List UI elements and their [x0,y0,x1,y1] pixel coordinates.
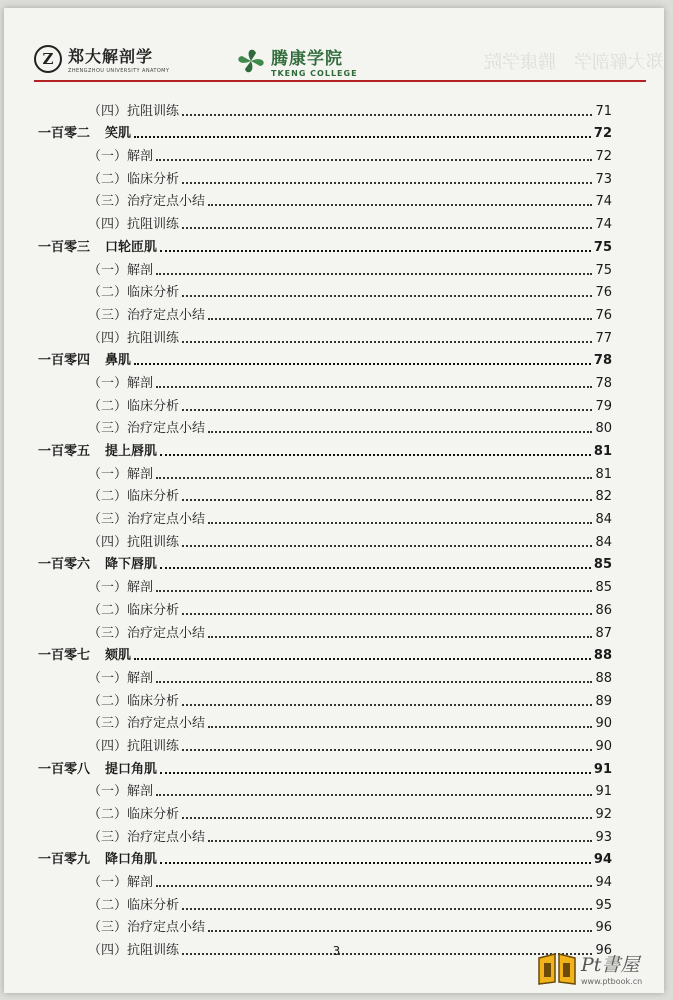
toc-entry-row [38,482,612,505]
page-ref: 84 [595,512,612,528]
toc-entry-row [38,255,612,278]
toc-chapter-row [38,346,612,369]
page-ref: 72 [593,126,612,142]
entry-label: （二）临床分析 [88,489,180,505]
entry-label: （三）治疗定点小结 [88,194,206,210]
chapter-title: 笑肌 [105,126,132,142]
toc-entry-row [38,323,612,346]
chapter-number: 一百零六 [38,557,91,573]
toc-entry-row [38,209,612,232]
dot-leader [182,613,592,615]
ptbook-watermark [536,950,642,986]
chapter-number: 一百零五 [38,444,91,459]
chapter-title: 鼻肌 [105,353,132,369]
dot-leader [208,930,592,932]
toc-entry-row [38,777,612,800]
page-ref: 96 [595,920,612,936]
dot-leader [156,794,592,796]
dot-leader [182,545,592,547]
dot-leader [160,250,591,252]
toc-entry-row [38,278,612,301]
toc-entry-row [38,141,612,164]
entry-label: （二）临床分析 [88,897,180,913]
dot-leader [156,386,592,388]
entry-label: （二）临床分析 [88,602,180,618]
open-book-icon [536,950,578,986]
dot-leader [160,772,591,774]
page-ref: 71 [595,103,612,119]
dot-leader [134,658,591,660]
toc-chapter-row [38,845,612,868]
page-ref: 73 [595,171,612,187]
entry-label: （三）治疗定点小结 [88,307,206,323]
entry-label: （四）抗阻训练 [88,943,180,959]
toc-entry-row [38,504,612,527]
chapter-title: 提上唇肌 [105,444,158,459]
watermark-url: www.ptbook.cn [581,977,643,986]
left-logo-title: 郑大解剖学 [68,47,154,66]
page-ref: 74 [595,194,612,210]
entry-label: （一）解剖 [88,784,154,800]
pinwheel-leaf-icon [234,47,268,75]
page-ref: 86 [595,602,612,618]
entry-label: （三）治疗定点小结 [88,920,206,936]
entry-label: （三）治疗定点小结 [88,512,206,528]
page-ref: 78 [593,353,612,369]
entry-label: （一）解剖 [88,375,154,391]
tkeng-college-logo [234,44,358,78]
entry-label: （二）临床分析 [88,285,180,301]
entry-label: （三）治疗定点小结 [88,716,206,732]
toc-entry-row [38,686,612,709]
entry-label: （一）解剖 [88,670,154,686]
dot-leader [160,862,591,864]
dot-leader [182,704,592,706]
table-of-contents [38,96,612,958]
page-ref: 77 [595,330,612,346]
page-ref: 85 [595,580,612,596]
entry-label: （四）抗阻训练 [88,738,180,754]
page-ref: 76 [595,285,612,301]
page-ref: 90 [595,738,612,754]
dot-leader [182,409,592,411]
toc-chapter-row [38,119,612,142]
dot-leader [134,136,591,138]
page-number: 3 [332,944,341,958]
toc-entry-row [38,663,612,686]
entry-label: （一）解剖 [88,580,154,596]
dot-leader [160,454,591,456]
chapter-number: 一百零四 [38,353,91,369]
entry-label: （三）治疗定点小结 [88,421,206,437]
toc-entry-row [38,822,612,845]
chapter-number: 一百零九 [38,852,91,868]
entry-label: （三）治疗定点小结 [88,625,206,641]
page-ref: 75 [593,239,612,255]
dot-leader [156,885,592,887]
toc-entry-row [38,187,612,210]
page-ref: 91 [595,784,612,800]
chapter-number: 一百零三 [38,239,91,255]
entry-label: （四）抗阻训练 [88,330,180,346]
dot-leader [156,477,592,479]
dot-leader [182,817,592,819]
toc-entry-row [38,527,612,550]
left-logo-subtitle: ZHENGZHOU UNIVERSITY ANATOMY [68,68,170,74]
dot-leader [182,114,592,116]
dot-leader [182,227,592,229]
toc-entry-row [38,913,612,936]
page-ref: 93 [595,829,612,845]
zhengda-anatomy-logo [34,44,169,74]
dot-leader [160,567,591,569]
dot-leader [208,522,592,524]
dot-leader [182,908,592,910]
chapter-title: 降口角肌 [105,852,158,868]
dot-leader [182,341,592,343]
dot-leader [156,159,592,161]
entry-label: （二）临床分析 [88,171,180,187]
entry-label: （三）治疗定点小结 [88,829,206,845]
page-ref: 88 [593,648,612,664]
page-ref: 88 [595,670,612,686]
toc-entry-row [38,572,612,595]
toc-chapter-row [38,641,612,664]
page-ref: 81 [593,444,612,459]
watermark-text: Pt書屋 [581,954,640,976]
toc-entry-row [38,731,612,754]
dot-leader [182,499,592,501]
page-ref: 81 [595,466,612,482]
toc-chapter-row [38,550,612,573]
dot-leader [208,636,592,638]
page-ref: 85 [593,557,612,573]
page-ref: 72 [595,149,612,165]
entry-label: （二）临床分析 [88,693,180,709]
chapter-title: 口轮匝肌 [105,239,158,255]
dot-leader [208,318,592,320]
dot-leader [208,204,592,206]
entry-label: （二）临床分析 [88,398,180,414]
right-logo-subtitle: TKENG COLLEGE [271,69,358,78]
page-ref: 90 [595,716,612,732]
page-ref: 89 [595,693,612,709]
toc-entry-row [38,595,612,618]
page-ref: 94 [593,852,612,868]
dot-leader [156,273,592,275]
toc-chapter-row [38,232,612,255]
dot-leader [156,590,592,592]
toc-entry-row [38,867,612,890]
entry-label: （一）解剖 [88,875,154,891]
chapter-title: 提口角肌 [105,761,158,777]
dot-leader [134,363,591,365]
toc-entry-row [38,709,612,732]
entry-label: （一）解剖 [88,262,154,278]
page-ref: 96 [595,943,612,959]
page-ref: 79 [595,398,612,414]
toc-chapter-row [38,754,612,777]
dot-leader [182,295,592,297]
chapter-number: 一百零二 [38,126,91,142]
entry-label: （二）临床分析 [88,807,180,822]
header-rule [34,80,646,82]
entry-label: （一）解剖 [88,466,154,482]
toc-entry-row [38,300,612,323]
toc-entry-row [38,96,612,119]
page-ref: 91 [593,761,612,777]
dot-leader [182,182,592,184]
page-ref: 80 [595,421,612,437]
page-ref: 82 [595,489,612,505]
chapter-number: 一百零七 [38,648,91,664]
dot-leader [182,749,592,751]
dot-leader [208,431,592,433]
toc-entry-row [38,459,612,482]
toc-entry-row [38,391,612,414]
entry-label: （一）解剖 [88,149,154,165]
chapter-title: 降下唇肌 [105,557,158,573]
entry-label: （四）抗阻训练 [88,534,180,550]
entry-label: （四）抗阻训练 [88,103,180,119]
dot-leader [156,681,592,683]
page-ref: 94 [595,875,612,891]
bleed-through-text: 郑大解剖学 腾康学院 [484,52,664,73]
page-ref: 76 [595,307,612,323]
chapter-title: 颏肌 [105,648,132,664]
page-ref: 95 [595,897,612,913]
page-ref: 74 [595,217,612,233]
dot-leader [208,840,592,842]
dot-leader [208,726,592,728]
z-logo-icon: Z [34,45,62,73]
toc-entry-row [38,368,612,391]
page-ref: 92 [595,807,612,822]
toc-chapter-row [38,436,612,459]
page-ref: 87 [595,625,612,641]
page-ref: 84 [595,534,612,550]
toc-entry-row [38,890,612,913]
entry-label: （四）抗阻训练 [88,217,180,233]
right-logo-title: 腾康学院 [271,49,343,69]
page-ref: 78 [595,375,612,391]
toc-entry-row [38,799,612,822]
toc-entry-row [38,414,612,437]
toc-entry-row [38,618,612,641]
page-ref: 75 [595,262,612,278]
toc-entry-row [38,164,612,187]
chapter-number: 一百零八 [38,761,91,777]
